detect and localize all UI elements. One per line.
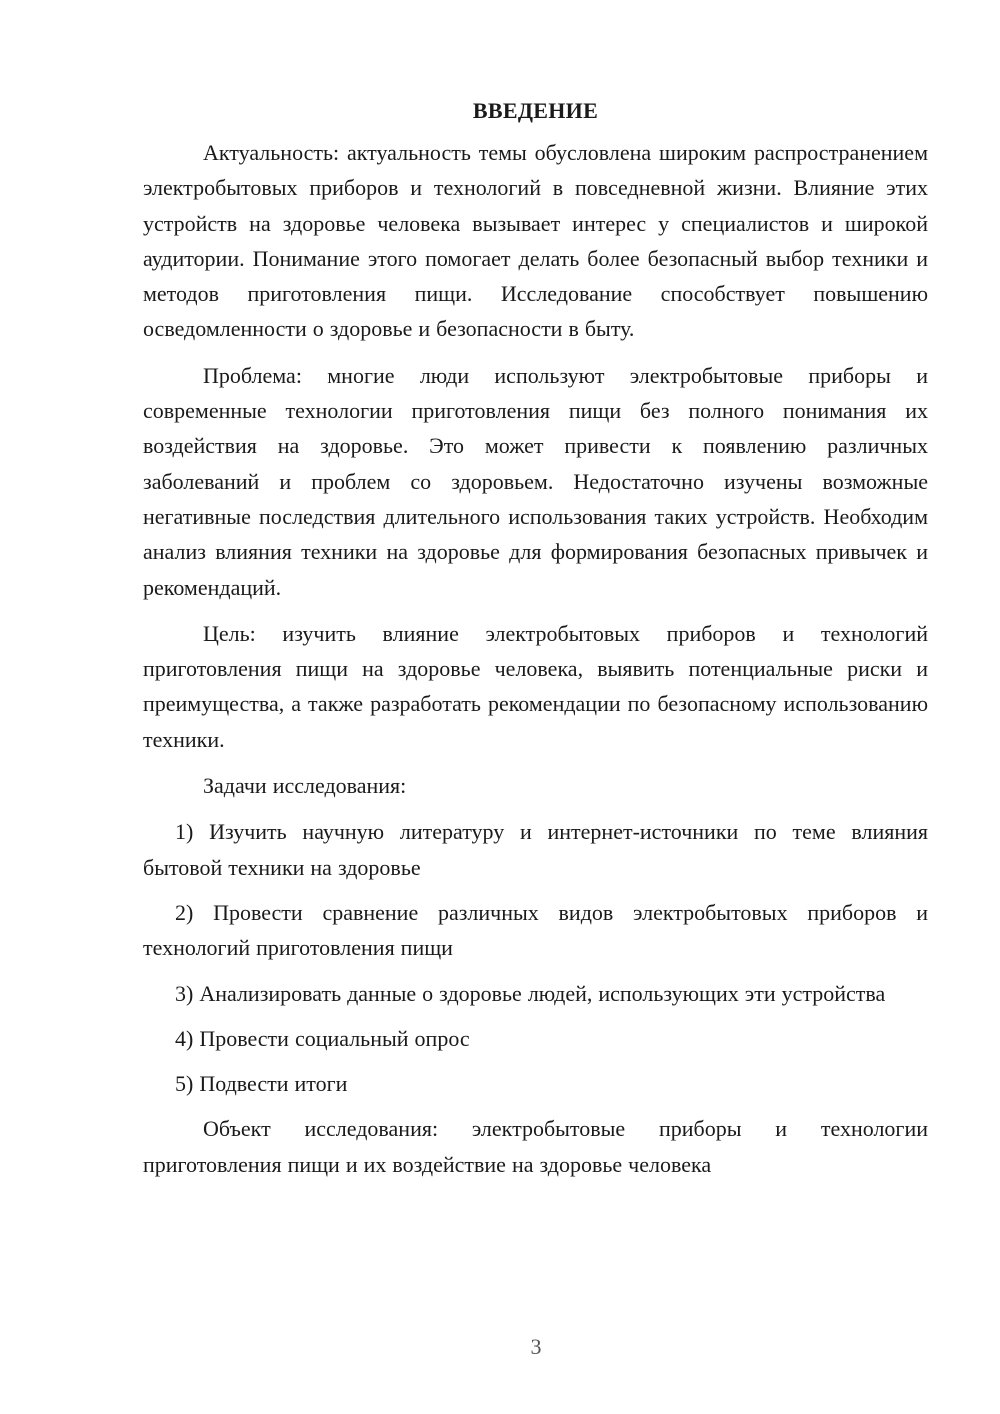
task-item-3: 3) Анализировать данные о здоровье людей, использующих эти устройства bbox=[175, 980, 886, 1006]
page-title: ВВЕДЕНИЕ bbox=[472, 98, 599, 123]
problem-paragraph: Проблема: многие люди используют электробытовые приборы и современные технологии приготовления пищи без полного понимания их воздействия на здоровье. Это может привести к появлению различных заболеваний и проблем со здоровьем. Недостаточно изучены возможные негативные последствия длительного использования таких устройств. Необходим анализ влияния техники на здоровье для формирования безопасных привычек и рекомендаций. bbox=[143, 362, 928, 600]
tasks-list bbox=[143, 814, 928, 1101]
page-content bbox=[143, 93, 928, 1193]
task-item-5: 5) Подвести итоги bbox=[175, 1071, 348, 1097]
page-number: 3 bbox=[530, 1334, 542, 1359]
task-item-2: 2) Провести сравнение различных видов электробытовых приборов и технологий приготовления пищи bbox=[143, 899, 928, 961]
goal-paragraph: Цель: изучить влияние электробытовых приборов и технологий приготовления пищи на здоровье человека, выявить потенциальные риски и преимущества, а также разработать рекомендации по безопасному использованию техники. bbox=[143, 620, 928, 752]
task-item-1: 1) Изучить научную литературу и интернет-источники по теме влияния бытовой техники на здоровье bbox=[143, 819, 928, 880]
task-item-4: 4) Провести социальный опрос bbox=[175, 1025, 470, 1051]
object-paragraph: Объект исследования: электробытовые приборы и технологии приготовления пищи и их воздействие на здоровье человека bbox=[143, 1116, 928, 1177]
tasks-heading: Задачи исследования: bbox=[203, 773, 407, 799]
relevance-paragraph: Актуальность: актуальность темы обусловлена широким распространением электробытовых приборов и технологий в повседневной жизни. Влияние этих устройств на здоровье человека вызывает интерес у специалистов и широкой аудитории. Понимание этого помогает делать более безопасный выбор техники и методов приготовления пищи. Исследование способствует повышению осведомленности о здоровье и безопасности в быту. bbox=[143, 140, 928, 342]
